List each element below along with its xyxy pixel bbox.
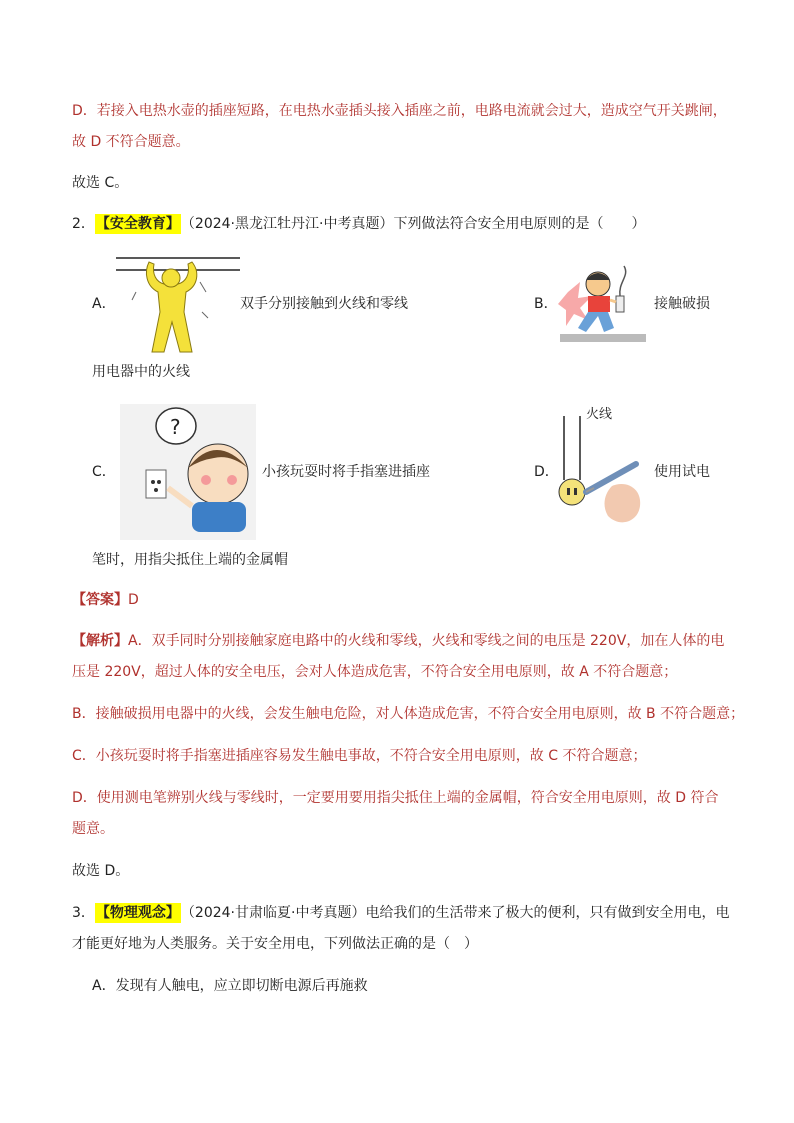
analysis-d-line2: 题意。 <box>72 821 114 837</box>
option-c-label: C． <box>92 464 116 480</box>
option-d-text-continued: 笔时，用指尖抵住上端的金属帽 <box>92 552 288 568</box>
option-b-text-continued: 用电器中的火线 <box>92 364 190 380</box>
option-d-figure-test-pen <box>556 402 656 530</box>
answer-line <box>72 590 139 610</box>
option-a-text: 双手分别接触到火线和零线 <box>240 296 408 312</box>
answer-label: 【答案】 <box>72 592 128 608</box>
option-b-label: B． <box>534 296 558 312</box>
analysis-b: B．接触破损用电器中的火线，会发生触电危险，对人体造成危害，不符合安全用电原则，故 B 不符合题意； <box>72 706 745 722</box>
analysis-a-text: A．双手同时分别接触家庭电路中的火线和零线，火线和零线之间的电压是 220V，加在人体的电 <box>128 633 725 649</box>
live-wire-label: 火线 <box>586 407 613 422</box>
option-c-figure-child-at-socket <box>118 402 258 542</box>
analysis-label: 【解析】 <box>72 633 128 649</box>
question-number: 3． <box>72 905 95 921</box>
question-3-stem-line2: 才能更好地为人类服务。关于安全用电，下列做法正确的是（ ） <box>72 936 478 952</box>
prev-analysis-d-line2: 故 D 不符合题意。 <box>72 134 190 150</box>
option-d-text: 使用试电 <box>654 464 710 480</box>
question-2-choice: 故选 D。 <box>72 863 130 879</box>
prev-choice: 故选 C。 <box>72 175 129 191</box>
question-tag: 【安全教育】 <box>95 216 180 232</box>
analysis-c: C．小孩玩耍时将手指塞进插座容易发生触电事故，不符合安全用电原则，故 C 不符合题意； <box>72 748 647 764</box>
question-3-option-a: A．发现有人触电，应立即切断电源后再施救 <box>92 978 368 994</box>
analysis-d-line1: D．使用测电笔辨别火线与零线时，一定要用要用指尖抵住上端的金属帽，符合安全用电原则，故 D 符合 <box>72 790 719 806</box>
answer-value: D <box>128 592 139 608</box>
question-2-stem <box>72 214 645 234</box>
option-a-figure-person-touching-wires <box>116 252 242 358</box>
option-b-figure-person-shocked <box>558 262 648 344</box>
question-source-text: （2024·黑龙江牡丹江·中考真题）下列做法符合安全用电原则的是（ ） <box>180 216 646 232</box>
question-mark-bubble: ? <box>170 415 181 439</box>
question-3-text: （2024·甘肃临夏·中考真题）电给我们的生活带来了极大的便利，只有做到安全用电，电 <box>180 905 730 921</box>
option-b-text: 接触破损 <box>654 296 710 312</box>
option-a-label: A． <box>92 296 116 312</box>
question-tag: 【物理观念】 <box>95 905 180 921</box>
option-d-label: D． <box>534 464 559 480</box>
analysis-a-line2: 压是 220V，超过人体的安全电压，会对人体造成危害，不符合安全用电原则，故 A 不符合题意； <box>72 664 678 680</box>
question-3-stem-line1 <box>72 903 729 923</box>
question-number: 2． <box>72 216 95 232</box>
option-c-text: 小孩玩耍时将手指塞进插座 <box>262 464 430 480</box>
prev-analysis-d-line1: D．若接入电热水壶的插座短路，在电热水壶插头接入插座之前，电路电流就会过大，造成空气开关跳闸， <box>72 103 727 119</box>
analysis-a-line1 <box>72 631 724 651</box>
